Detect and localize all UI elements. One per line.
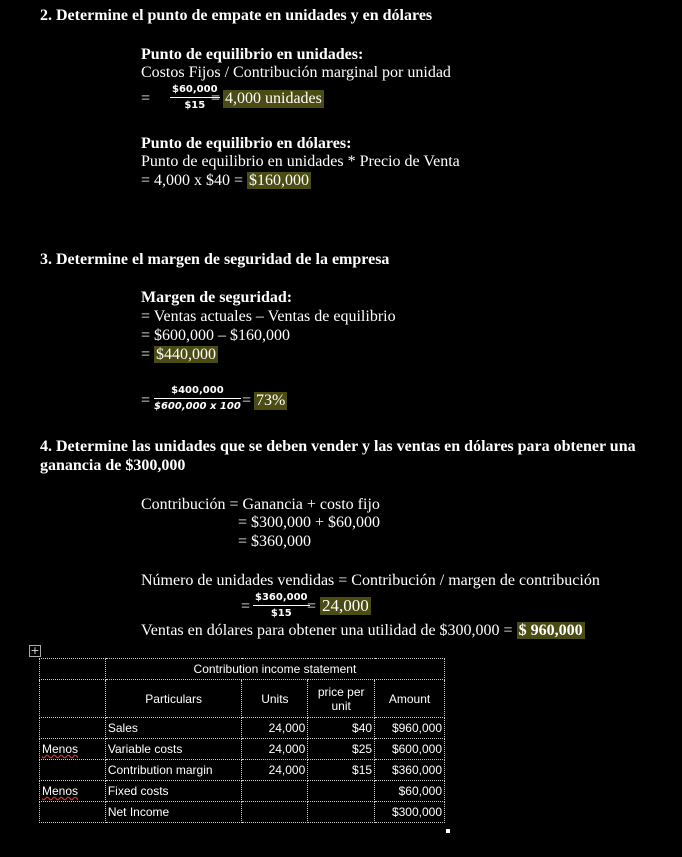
row-amount: $600,000 bbox=[375, 739, 445, 760]
row-units bbox=[242, 781, 308, 802]
contribution-line3: = $360,000 bbox=[238, 533, 312, 550]
row-prefix bbox=[40, 718, 106, 739]
equals-sign: = bbox=[242, 392, 252, 409]
fraction-denominator: $15 bbox=[270, 608, 292, 619]
blank-cell bbox=[40, 680, 106, 718]
fraction-numerator: $400,000 bbox=[154, 385, 241, 399]
equals-sign: = bbox=[211, 90, 221, 107]
equals-sign: = bbox=[307, 598, 317, 615]
row-amount: $60,000 bbox=[375, 781, 445, 802]
row-price: $25 bbox=[308, 739, 375, 760]
row-units: 24,000 bbox=[242, 718, 308, 739]
row-prefix bbox=[40, 802, 106, 823]
breakeven-units-result: 4,000 unidades bbox=[225, 90, 322, 107]
breakeven-units-title: Punto de equilibrio en unidades: bbox=[141, 46, 364, 63]
contribution-line2: = $300,000 + $60,000 bbox=[238, 514, 381, 531]
row-price bbox=[308, 781, 375, 802]
table-move-handle-icon[interactable]: + bbox=[30, 644, 40, 657]
equals-sign: = bbox=[141, 392, 151, 409]
row-amount: $300,000 bbox=[375, 802, 445, 823]
table-row bbox=[40, 781, 445, 802]
q3-heading: 3. Determine el margen de seguridad de la empresa bbox=[40, 251, 390, 268]
equals-sign: = bbox=[241, 598, 251, 615]
breakeven-units-formula: Costos Fijos / Contribución marginal por unidad bbox=[141, 64, 451, 81]
fraction-safety-percent bbox=[154, 385, 241, 413]
row-prefix bbox=[40, 760, 106, 781]
blank-cell bbox=[40, 659, 106, 680]
table-row bbox=[40, 802, 445, 823]
safety-margin-title: Margen de seguridad: bbox=[141, 289, 293, 306]
fraction-contribution-over-margin bbox=[253, 592, 310, 620]
row-price: $15 bbox=[308, 760, 375, 781]
table-row bbox=[40, 739, 445, 760]
breakeven-dollars-title: Punto de equilibrio en dólares: bbox=[141, 135, 352, 152]
equals-sign: = bbox=[141, 90, 151, 107]
safety-margin-result: $440,000 bbox=[156, 346, 217, 363]
breakeven-dollars-result: $160,000 bbox=[249, 172, 310, 189]
header-amount: Amount bbox=[375, 680, 445, 718]
row-amount: $360,000 bbox=[375, 760, 445, 781]
header-price-per-unit: price per unit bbox=[308, 680, 375, 718]
q4-heading-line1: 4. Determine las unidades que se deben vender y las ventas en dólares para obtener una bbox=[40, 438, 636, 455]
safety-margin-line2: = $600,000 – $160,000 bbox=[141, 327, 291, 344]
contribution-line1: Contribución = Ganancia + costo fijo bbox=[141, 496, 380, 513]
row-units bbox=[242, 802, 308, 823]
table-title: Contribution income statement bbox=[105, 659, 444, 680]
safety-margin-line3 bbox=[141, 346, 218, 364]
q2-heading: 2. Determine el punto de empate en unidades y en dólares bbox=[40, 7, 433, 24]
breakeven-dollars-calc bbox=[141, 172, 311, 190]
target-sales-line bbox=[141, 622, 585, 640]
row-particular: Variable costs bbox=[105, 739, 242, 760]
safety-margin-percent: 73% bbox=[256, 392, 286, 409]
fraction-numerator: $360,000 bbox=[253, 592, 310, 606]
q4-heading-line2: ganancia de $300,000 bbox=[40, 457, 186, 474]
equals-prefix: = bbox=[141, 346, 151, 363]
fraction-denominator: $15 bbox=[184, 100, 206, 111]
row-units: 24,000 bbox=[242, 739, 308, 760]
row-particular: Fixed costs bbox=[105, 781, 242, 802]
fraction-denominator: $600,000 x 100 bbox=[154, 401, 241, 412]
fraction-numerator: $60,000 bbox=[170, 84, 220, 98]
calc-text: = 4,000 x $40 = bbox=[141, 172, 244, 189]
row-units: 24,000 bbox=[242, 760, 308, 781]
row-price bbox=[308, 802, 375, 823]
table-row bbox=[40, 718, 445, 739]
breakeven-dollars-formula: Punto de equilibrio en unidades * Precio de Venta bbox=[141, 153, 460, 170]
row-prefix: Menos bbox=[40, 739, 106, 760]
row-particular: Sales bbox=[105, 718, 242, 739]
target-sales-result: $ 960,000 bbox=[518, 622, 583, 639]
header-particulars: Particulars bbox=[105, 680, 242, 718]
header-units: Units bbox=[242, 680, 308, 718]
safety-margin-line1: = Ventas actuales – Ventas de equilibrio bbox=[141, 308, 396, 325]
row-particular: Contribution margin bbox=[105, 760, 242, 781]
row-amount: $960,000 bbox=[375, 718, 445, 739]
row-prefix: Menos bbox=[40, 781, 106, 802]
units-sold-result: 24,000 bbox=[322, 596, 369, 615]
table-row bbox=[40, 760, 445, 781]
target-sales-text: Ventas en dólares para obtener una utilidad de $300,000 = bbox=[141, 622, 513, 639]
row-price: $40 bbox=[308, 718, 375, 739]
row-particular: Net Income bbox=[105, 802, 242, 823]
table-resize-handle[interactable] bbox=[446, 829, 450, 833]
units-sold-formula: Número de unidades vendidas = Contribución / margen de contribución bbox=[141, 572, 600, 589]
contribution-income-table bbox=[39, 658, 445, 823]
